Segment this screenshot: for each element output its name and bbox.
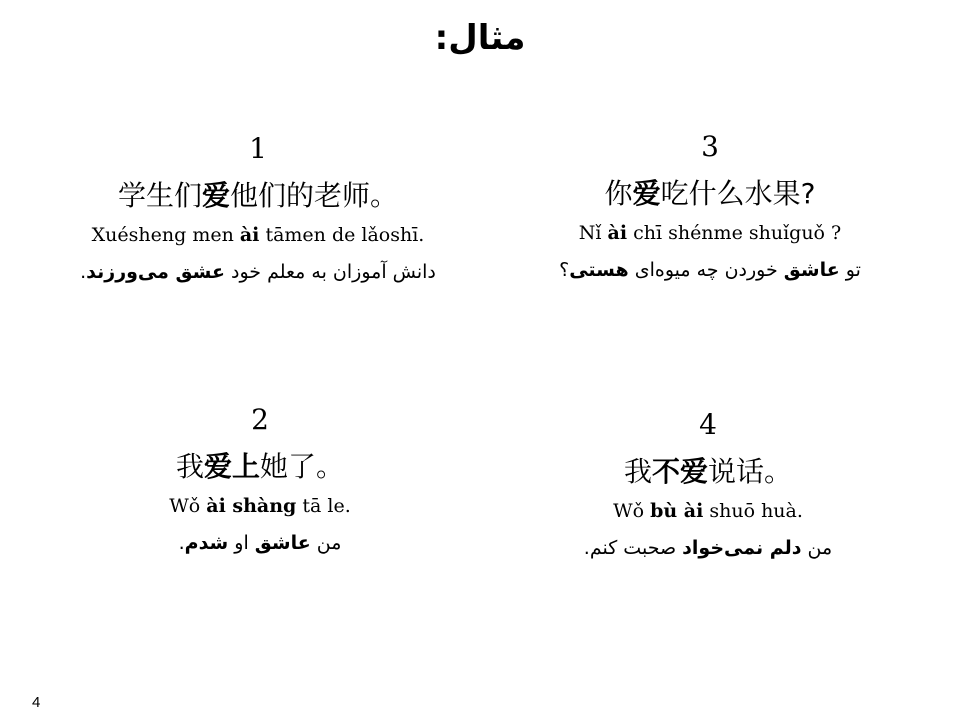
chinese-sentence bbox=[480, 176, 940, 212]
text-run: خوردن چه میوه‌ای bbox=[628, 259, 784, 281]
highlighted-word: 爱 bbox=[201, 179, 230, 212]
text-run: ؟ bbox=[559, 259, 570, 281]
example-1 bbox=[28, 132, 488, 286]
chinese-sentence bbox=[478, 454, 938, 490]
text-run: صحبت کنم. bbox=[583, 537, 683, 559]
highlighted-word: 不爱 bbox=[651, 455, 708, 488]
text-run: 我 bbox=[623, 455, 652, 488]
text-run: 吃什么水果? bbox=[660, 177, 816, 210]
highlighted-word: عاشق bbox=[783, 259, 840, 281]
text-run: shuō huà. bbox=[703, 500, 803, 522]
highlighted-word: دلم نمی‌خواد bbox=[682, 537, 802, 559]
text-run: من bbox=[310, 532, 342, 554]
example-number: 1 bbox=[249, 132, 267, 165]
example-4 bbox=[478, 408, 938, 562]
text-run: 你 bbox=[604, 177, 633, 210]
text-run: 她了。 bbox=[260, 450, 345, 483]
highlighted-word: ài shàng bbox=[206, 495, 297, 517]
page-title: مثال: bbox=[434, 18, 526, 58]
example-2 bbox=[30, 403, 490, 557]
highlighted-word: ài bbox=[239, 224, 260, 246]
text-run: Xuésheng men bbox=[91, 224, 240, 246]
example-number: 4 bbox=[699, 408, 717, 441]
text-run: 学生们 bbox=[117, 179, 202, 212]
text-run: Wǒ bbox=[169, 495, 207, 517]
pinyin-sentence bbox=[30, 493, 490, 519]
highlighted-word: ài bbox=[607, 222, 628, 244]
text-run: من bbox=[801, 537, 833, 559]
persian-translation bbox=[480, 256, 940, 284]
text-run: او bbox=[228, 532, 255, 554]
text-run: Wǒ bbox=[613, 500, 651, 522]
highlighted-word: 爱 bbox=[632, 177, 661, 210]
persian-translation bbox=[478, 534, 938, 562]
highlighted-word: 爱上 bbox=[203, 450, 260, 483]
pinyin-sentence bbox=[478, 498, 938, 524]
text-run: 说话。 bbox=[708, 455, 793, 488]
text-run: chī shénme shuǐguǒ ? bbox=[627, 222, 842, 244]
text-run: tāmen de lǎoshī. bbox=[259, 224, 425, 246]
text-run: tā le. bbox=[296, 495, 351, 517]
text-run: 他们的老师。 bbox=[230, 179, 399, 212]
page-number: 4 bbox=[32, 694, 41, 711]
pinyin-sentence bbox=[28, 222, 488, 248]
chinese-sentence bbox=[28, 178, 488, 214]
text-run: تو bbox=[839, 259, 861, 281]
highlighted-word: عشق می‌ورزند bbox=[86, 261, 225, 283]
text-run: Nǐ bbox=[578, 222, 608, 244]
text-run: . bbox=[80, 261, 87, 283]
persian-translation bbox=[30, 529, 490, 557]
example-3 bbox=[480, 130, 940, 284]
chinese-sentence bbox=[30, 449, 490, 485]
text-run: دانش آموزان به معلم خود bbox=[224, 261, 436, 283]
pinyin-sentence bbox=[480, 220, 940, 246]
highlighted-word: هستی bbox=[569, 259, 629, 281]
highlighted-word: شدم bbox=[184, 532, 229, 554]
example-number: 3 bbox=[701, 130, 719, 163]
example-number: 2 bbox=[251, 403, 269, 436]
highlighted-word: عاشق bbox=[254, 532, 311, 554]
persian-translation bbox=[28, 258, 488, 286]
highlighted-word: bù ài bbox=[650, 500, 704, 522]
text-run: . bbox=[178, 532, 185, 554]
text-run: 我 bbox=[175, 450, 204, 483]
